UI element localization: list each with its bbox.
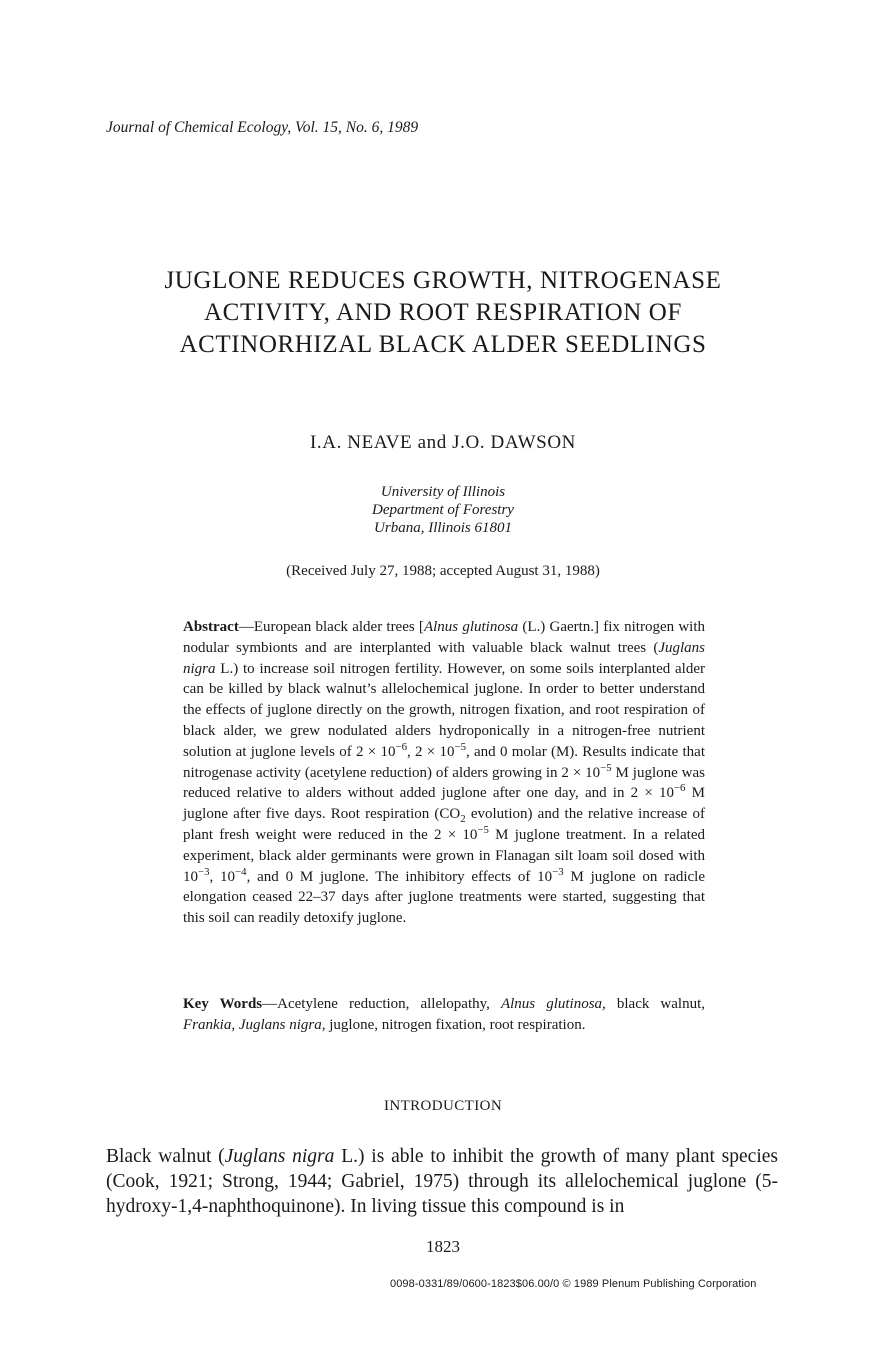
abstract: Abstract—European black alder trees [Alnus glutinosa (L.) Gaertn.] fix nitrogen with nodular symbionts and are interplanted with valuable black walnut trees (Juglans nigra L.) to increase soil nitrogen fertility. However, on some soils interplanted alder can be killed by black walnut’s allelochemical juglone. In order to better understand the effects of juglone directly on the growth, nitrogen fixation, and root respiration of black alder, we grew nodulated alders hydroponically in a nitrogen-free nutrient solution at juglone levels of $2 \times 10^{-6}$, $2 \times 10^{-5}$, and 0 molar (M). Results indicate that nitrogenase activity (acetylene reduction) of alders growing in $2 \times 10^{-5}$ M juglone was reduced relative to alders without added juglone after one day, and in $2 \times 10^{-6}$ M juglone after five days. Root respiration ($CO_2$ evolution) and the relative increase of plant fresh weight were reduced in the $2 \times 10^{-5}$ M juglone treatment. In a related experiment, black alder germinants were grown in Flanagan silt loam soil dosed with $10^{-3}$, $10^{-4}$, and 0 M juglone. The inhibitory effects of $10^{-3}$ M juglone on radicle elongation ceased 22–37 days after juglone treatments were started, suggesting that this soil can readily detoxify juglone. <box>183 619 706 927</box>
affiliation <box>90 483 796 537</box>
keywords-label: Key Words <box>183 996 263 1012</box>
journal-citation: Journal of Chemical Ecology, Vol. 15, No. 6, 1989 <box>106 119 419 136</box>
affiliation-line: Department of Forestry <box>372 502 514 518</box>
title-line: ACTIVITY, AND ROOT RESPIRATION OF <box>204 299 682 326</box>
intro-paragraph: Black walnut (Juglans nigra L.) is able to inhibit the growth of many plant species (Cook, 1921; Strong, 1944; Gabriel, 1975) through its allelochemical juglone (5-hydroxy-1,4-naphthoquinone). In living tissue this compound is in <box>106 1146 778 1217</box>
authors: I.A. NEAVE and J.O. DAWSON <box>310 432 576 453</box>
affiliation-line: University of Illinois <box>380 484 506 500</box>
affiliation-line: Urbana, Illinois 61801 <box>374 520 512 536</box>
copyright-line: 0098-0331/89/0600-1823$06.00/0 © 1989 Plenum Publishing Corporation <box>390 1278 757 1290</box>
title-line: JUGLONE REDUCES GROWTH, NITROGENASE <box>164 267 722 294</box>
received-dates: (Received July 27, 1988; accepted August 31, 1988) <box>286 563 600 579</box>
title-line: ACTINORHIZAL BLACK ALDER SEEDLINGS <box>179 331 707 358</box>
abstract-label: Abstract <box>183 619 239 635</box>
key-words: Key Words—Acetylene reduction, allelopathy, Alnus glutinosa, black walnut, Frankia, Juglans nigra, juglone, nitrogen fixation, root respiration. <box>183 996 705 1033</box>
section-heading: INTRODUCTION <box>383 1098 503 1114</box>
article-title <box>90 265 796 361</box>
page-number: 1823 <box>426 1237 460 1256</box>
